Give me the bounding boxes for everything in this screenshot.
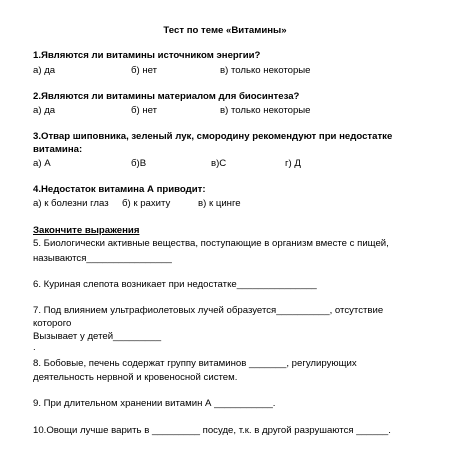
q2-option-b: б) нет [131,105,158,116]
question-1: 1.Являются ли витамины источником энергии? [33,50,261,61]
q1-option-b: б) нет [131,65,158,76]
question-7-line1: 7. Под влиянием ультрафиолетовых лучей образуется__________, отсутствие [33,305,384,316]
q3-option-b: б)В [131,158,147,169]
question-7-line3: Вызывает у детей_________ [33,331,162,342]
question-6: 6. Куриная слепота возникает при недостатке_______________ [33,279,317,290]
question-7-line2: которого [33,318,72,329]
question-5-line1: 5. Биологически активные вещества, поступающие в организм вместе с пищей, [33,238,389,249]
question-7-line4: . [33,342,36,353]
question-4: 4.Недостаток витамина А приводит: [33,184,206,195]
section-heading: Закончите выражения [33,225,140,236]
q4-option-c: в) к цинге [198,198,241,209]
q2-option-c: в) только некоторые [220,105,311,116]
q3-option-a: а) А [33,158,51,169]
question-8-line2: деятельность нервной и кровеносной систем. [33,372,238,383]
q1-option-a: а) да [33,65,56,76]
q3-option-c: в)С [211,158,227,169]
q2-option-a: а) да [33,105,56,116]
question-3-line2: витамина: [33,144,83,155]
q4-option-a: а) к болезни глаз [33,198,109,209]
question-3-line1: 3.Отвар шиповника, зеленый лук, смородину рекомендуют при недостатке [33,131,393,142]
question-8-line1: 8. Бобовые, печень содержат группу витаминов _______, регулирующих [33,358,357,369]
question-5-line2: называются________________ [33,253,172,264]
document-title: Тест по теме «Витамины» [163,25,287,36]
question-10: 10.Овощи лучше варить в _________ посуде, т.к. в другой разрушаются ______. [33,425,391,436]
q3-option-d: г) Д [285,158,301,169]
q4-option-b: б) к рахиту [122,198,171,209]
question-2: 2.Являются ли витамины материалом для биосинтеза? [33,91,300,102]
q1-option-c: в) только некоторые [220,65,311,76]
question-9: 9. При длительном хранении витамин А ___________. [33,398,276,409]
